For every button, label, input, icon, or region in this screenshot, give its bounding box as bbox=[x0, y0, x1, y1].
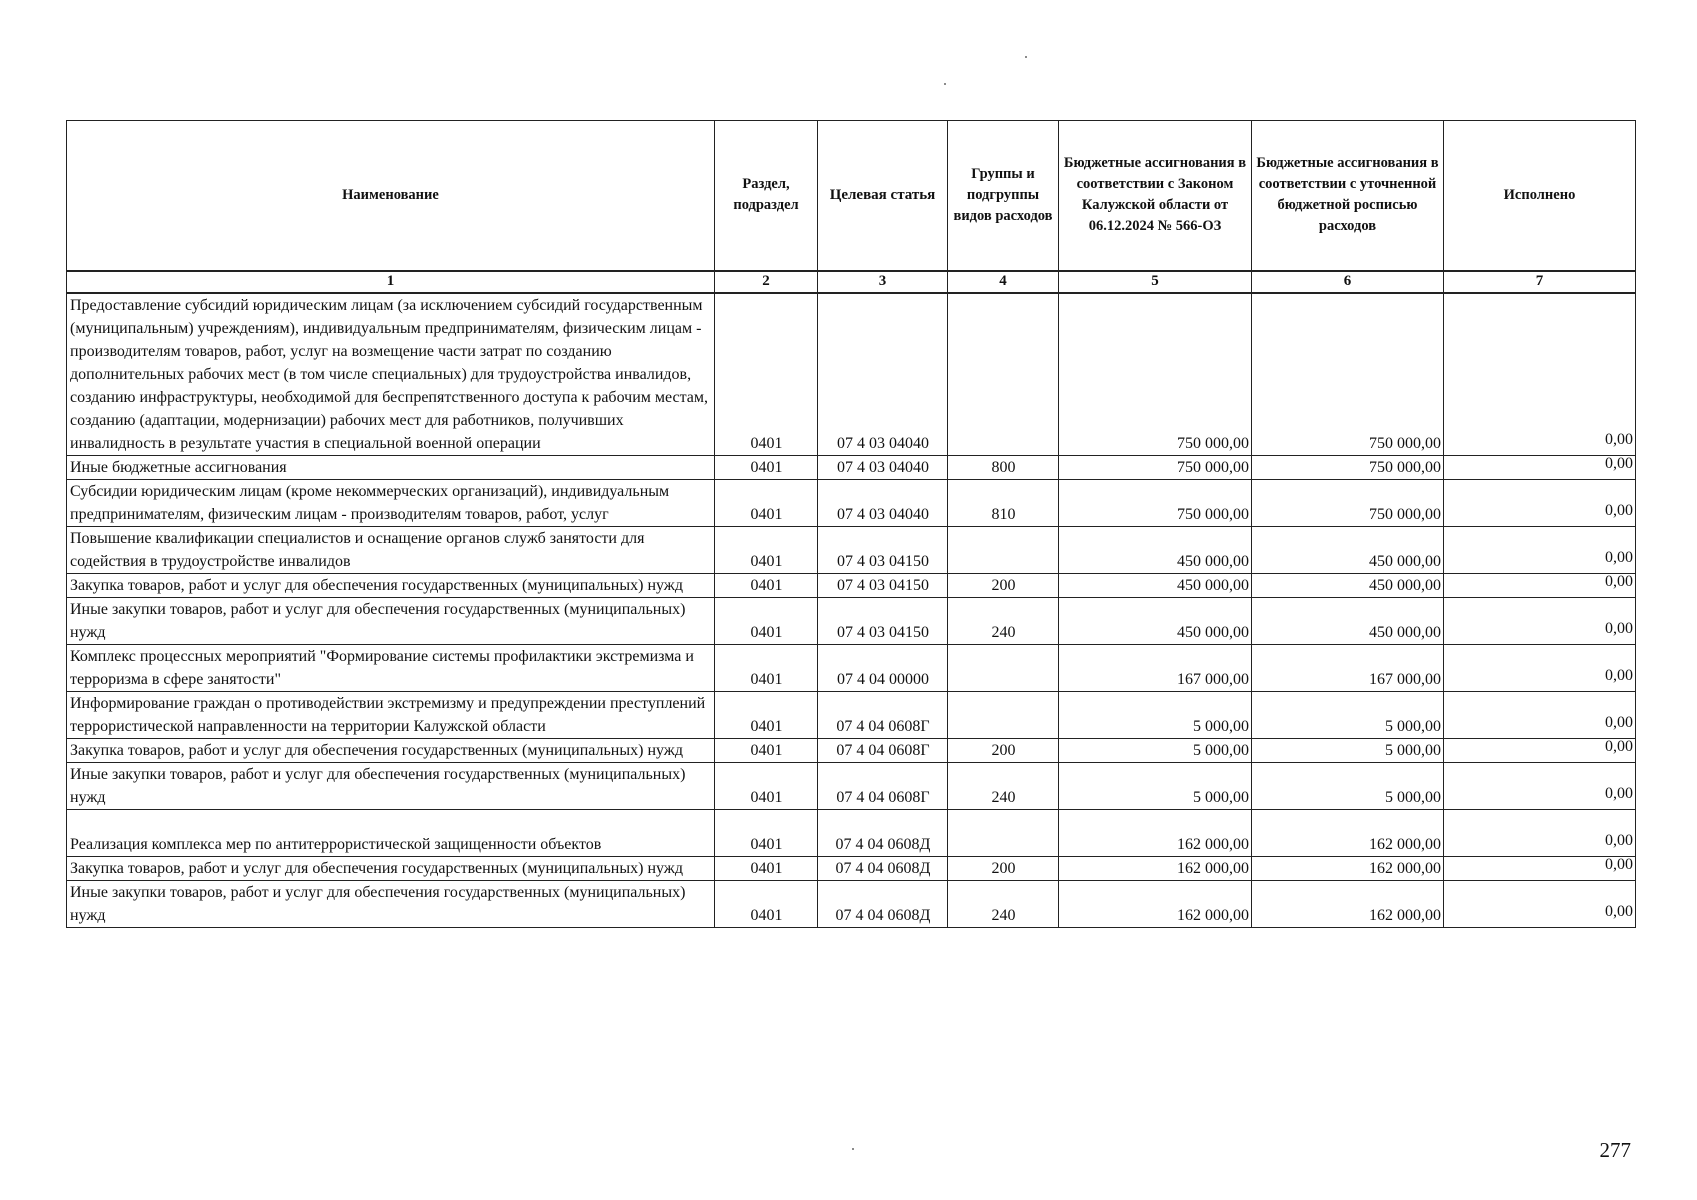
row-refined-amount: 450 000,00 bbox=[1252, 526, 1444, 573]
row-name: Предоставление субсидий юридическим лицам (за исключением субсидий государственным (муниципальным) учреждениям), индивидуальным предпринимателям, физическим лицам - производителям товаров, работ, услуг на возмещение части затрат по созданию дополнительных рабочих мест (в том числе специальных) для трудоустройства инвалидов, созданию инфраструктуры, необходимой для беспрепятственного доступа к рабочим местам, созданию (адаптации, модернизации) рабочих мест для работников, получивших инвалидность в результате участия в специальной военной операции bbox=[67, 293, 715, 456]
table-row bbox=[67, 880, 1636, 927]
header-expense-groups: Группы и подгруппы видов расходов bbox=[948, 121, 1059, 271]
table-row bbox=[67, 293, 1636, 456]
row-executed-amount bbox=[1444, 597, 1636, 644]
scan-speck bbox=[1025, 56, 1027, 58]
row-executed-value: 0,00 bbox=[1605, 430, 1633, 448]
row-group bbox=[948, 293, 1059, 456]
row-name: Иные закупки товаров, работ и услуг для обеспечения государственных (муниципальных) нужд bbox=[67, 880, 715, 927]
row-group bbox=[948, 691, 1059, 738]
table-row bbox=[67, 526, 1636, 573]
column-number: 2 bbox=[715, 271, 818, 293]
row-executed-amount bbox=[1444, 479, 1636, 526]
row-executed-value: 0,00 bbox=[1605, 619, 1633, 637]
row-executed-amount bbox=[1444, 644, 1636, 691]
row-article: 07 4 04 0608Г bbox=[818, 691, 948, 738]
row-group bbox=[948, 809, 1059, 856]
table-row bbox=[67, 479, 1636, 526]
row-name: Комплекс процессных мероприятий "Формирование системы профилактики экстремизма и терроризма в сфере занятости" bbox=[67, 644, 715, 691]
row-executed-amount bbox=[1444, 762, 1636, 809]
row-article: 07 4 04 0608Д bbox=[818, 880, 948, 927]
row-section: 0401 bbox=[715, 573, 818, 597]
row-name: Закупка товаров, работ и услуг для обеспечения государственных (муниципальных) нужд bbox=[67, 738, 715, 762]
row-group: 240 bbox=[948, 597, 1059, 644]
row-group: 810 bbox=[948, 479, 1059, 526]
row-law-amount: 5 000,00 bbox=[1059, 691, 1252, 738]
row-section: 0401 bbox=[715, 479, 818, 526]
table-row bbox=[67, 809, 1636, 856]
header-executed: Исполнено bbox=[1444, 121, 1636, 271]
table-row bbox=[67, 762, 1636, 809]
row-section: 0401 bbox=[715, 644, 818, 691]
row-refined-amount: 5 000,00 bbox=[1252, 691, 1444, 738]
row-name: Повышение квалификации специалистов и оснащение органов служб занятости для содействия в трудоустройстве инвалидов bbox=[67, 526, 715, 573]
row-article: 07 4 03 04040 bbox=[818, 479, 948, 526]
row-law-amount: 750 000,00 bbox=[1059, 293, 1252, 456]
row-executed-amount bbox=[1444, 809, 1636, 856]
row-executed-value: 0,00 bbox=[1605, 902, 1633, 920]
row-executed-value: 0,00 bbox=[1605, 454, 1633, 472]
row-law-amount: 750 000,00 bbox=[1059, 479, 1252, 526]
row-executed-amount bbox=[1444, 856, 1636, 880]
row-refined-amount: 750 000,00 bbox=[1252, 293, 1444, 456]
row-law-amount: 5 000,00 bbox=[1059, 762, 1252, 809]
header-name: Наименование bbox=[67, 121, 715, 271]
header-target-article: Целевая статья bbox=[818, 121, 948, 271]
row-name: Субсидии юридическим лицам (кроме некоммерческих организаций), индивидуальным предпринимателям, физическим лицам - производителям товаров, работ, услуг bbox=[67, 479, 715, 526]
header-section: Раздел, подраздел bbox=[715, 121, 818, 271]
row-executed-amount bbox=[1444, 526, 1636, 573]
column-number: 4 bbox=[948, 271, 1059, 293]
row-article: 07 4 04 0608Д bbox=[818, 856, 948, 880]
row-executed-value: 0,00 bbox=[1605, 713, 1633, 731]
row-article: 07 4 03 04040 bbox=[818, 293, 948, 456]
row-section: 0401 bbox=[715, 293, 818, 456]
row-name: Закупка товаров, работ и услуг для обеспечения государственных (муниципальных) нужд bbox=[67, 856, 715, 880]
row-group: 240 bbox=[948, 880, 1059, 927]
row-refined-amount: 5 000,00 bbox=[1252, 738, 1444, 762]
row-article: 07 4 04 0608Д bbox=[818, 809, 948, 856]
row-group: 240 bbox=[948, 762, 1059, 809]
row-executed-amount bbox=[1444, 880, 1636, 927]
row-executed-value: 0,00 bbox=[1605, 501, 1633, 519]
row-refined-amount: 167 000,00 bbox=[1252, 644, 1444, 691]
row-section: 0401 bbox=[715, 809, 818, 856]
budget-table bbox=[66, 120, 1636, 928]
row-law-amount: 167 000,00 bbox=[1059, 644, 1252, 691]
row-name: Закупка товаров, работ и услуг для обеспечения государственных (муниципальных) нужд bbox=[67, 573, 715, 597]
row-article: 07 4 03 04040 bbox=[818, 455, 948, 479]
row-group: 200 bbox=[948, 738, 1059, 762]
table-row bbox=[67, 691, 1636, 738]
row-group: 200 bbox=[948, 856, 1059, 880]
row-name: Информирование граждан о противодействии экстремизму и предупреждении преступлений террористической направленности на территории Калужской области bbox=[67, 691, 715, 738]
row-refined-amount: 162 000,00 bbox=[1252, 809, 1444, 856]
row-executed-amount bbox=[1444, 738, 1636, 762]
row-article: 07 4 04 00000 bbox=[818, 644, 948, 691]
row-refined-amount: 450 000,00 bbox=[1252, 573, 1444, 597]
column-number: 6 bbox=[1252, 271, 1444, 293]
row-group: 800 bbox=[948, 455, 1059, 479]
column-number: 1 bbox=[67, 271, 715, 293]
row-refined-amount: 750 000,00 bbox=[1252, 455, 1444, 479]
row-law-amount: 450 000,00 bbox=[1059, 526, 1252, 573]
row-law-amount: 450 000,00 bbox=[1059, 597, 1252, 644]
row-law-amount: 750 000,00 bbox=[1059, 455, 1252, 479]
table-row bbox=[67, 597, 1636, 644]
header-budget-refined: Бюджетные ассигнования в соответствии с уточненной бюджетной росписью расходов bbox=[1252, 121, 1444, 271]
scan-speck bbox=[944, 83, 946, 85]
row-executed-amount bbox=[1444, 455, 1636, 479]
row-group bbox=[948, 526, 1059, 573]
row-executed-value: 0,00 bbox=[1605, 572, 1633, 590]
row-section: 0401 bbox=[715, 738, 818, 762]
row-group bbox=[948, 644, 1059, 691]
row-executed-value: 0,00 bbox=[1605, 855, 1633, 873]
page-number: 277 bbox=[1599, 1138, 1631, 1162]
table-row bbox=[67, 644, 1636, 691]
row-refined-amount: 450 000,00 bbox=[1252, 597, 1444, 644]
row-section: 0401 bbox=[715, 455, 818, 479]
column-number: 5 bbox=[1059, 271, 1252, 293]
row-executed-value: 0,00 bbox=[1605, 666, 1633, 684]
column-number: 7 bbox=[1444, 271, 1636, 293]
row-executed-value: 0,00 bbox=[1605, 784, 1633, 802]
row-section: 0401 bbox=[715, 762, 818, 809]
table-row bbox=[67, 738, 1636, 762]
column-number-row bbox=[67, 271, 1636, 293]
row-article: 07 4 03 04150 bbox=[818, 526, 948, 573]
row-name: Иные закупки товаров, работ и услуг для обеспечения государственных (муниципальных) нужд bbox=[67, 762, 715, 809]
row-law-amount: 162 000,00 bbox=[1059, 856, 1252, 880]
row-law-amount: 450 000,00 bbox=[1059, 573, 1252, 597]
header-budget-law: Бюджетные ассигнования в соответствии с Законом Калужской области от 06.12.2024 № 566-ОЗ bbox=[1059, 121, 1252, 271]
row-section: 0401 bbox=[715, 597, 818, 644]
row-section: 0401 bbox=[715, 880, 818, 927]
table-row bbox=[67, 573, 1636, 597]
row-name: Иные закупки товаров, работ и услуг для обеспечения государственных (муниципальных) нужд bbox=[67, 597, 715, 644]
row-section: 0401 bbox=[715, 856, 818, 880]
table-row bbox=[67, 455, 1636, 479]
row-article: 07 4 03 04150 bbox=[818, 597, 948, 644]
row-name: Реализация комплекса мер по антитеррористической защищенности объектов bbox=[67, 809, 715, 856]
row-section: 0401 bbox=[715, 526, 818, 573]
row-executed-amount bbox=[1444, 293, 1636, 456]
row-refined-amount: 162 000,00 bbox=[1252, 880, 1444, 927]
row-group: 200 bbox=[948, 573, 1059, 597]
row-executed-amount bbox=[1444, 573, 1636, 597]
row-executed-value: 0,00 bbox=[1605, 737, 1633, 755]
row-law-amount: 162 000,00 bbox=[1059, 880, 1252, 927]
row-section: 0401 bbox=[715, 691, 818, 738]
row-article: 07 4 04 0608Г bbox=[818, 738, 948, 762]
row-refined-amount: 5 000,00 bbox=[1252, 762, 1444, 809]
row-executed-value: 0,00 bbox=[1605, 548, 1633, 566]
row-refined-amount: 162 000,00 bbox=[1252, 856, 1444, 880]
table-row bbox=[67, 856, 1636, 880]
row-law-amount: 5 000,00 bbox=[1059, 738, 1252, 762]
row-executed-amount bbox=[1444, 691, 1636, 738]
row-law-amount: 162 000,00 bbox=[1059, 809, 1252, 856]
row-refined-amount: 750 000,00 bbox=[1252, 479, 1444, 526]
column-number: 3 bbox=[818, 271, 948, 293]
scan-speck bbox=[852, 1148, 854, 1150]
table-header-row bbox=[67, 121, 1636, 271]
row-article: 07 4 03 04150 bbox=[818, 573, 948, 597]
row-name: Иные бюджетные ассигнования bbox=[67, 455, 715, 479]
row-executed-value: 0,00 bbox=[1605, 831, 1633, 849]
row-article: 07 4 04 0608Г bbox=[818, 762, 948, 809]
